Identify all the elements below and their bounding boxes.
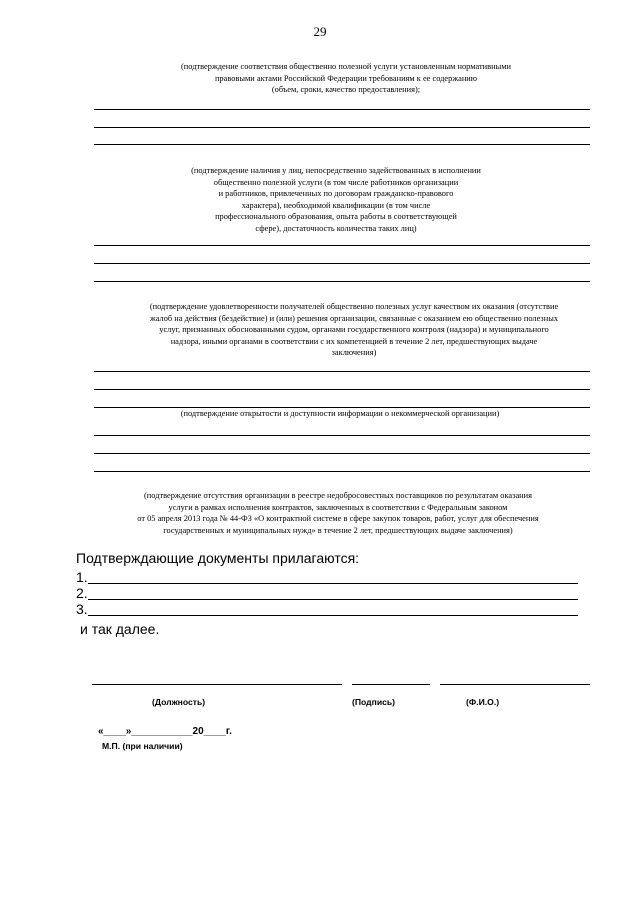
fill-line[interactable] bbox=[94, 471, 590, 472]
fill-line[interactable] bbox=[94, 263, 590, 264]
fill-line[interactable] bbox=[94, 109, 590, 110]
name-label: (Ф.И.О.) bbox=[466, 697, 500, 707]
fill-line[interactable] bbox=[94, 371, 590, 372]
stamp-note: М.П. (при наличии) bbox=[102, 741, 183, 751]
note-quality-content: (подтверждение соответствия общественно полезной услуги установленным нормативными правовыми актами Российской Федерации требованиям к ее содержанию (объем, сроки, качество предоставления); bbox=[181, 62, 511, 95]
attachment-item-number: 2. bbox=[76, 585, 88, 601]
signature-line[interactable] bbox=[352, 684, 430, 685]
position-line[interactable] bbox=[92, 684, 342, 685]
signature-label: (Подпись) bbox=[352, 697, 396, 707]
position-label: (Должность) bbox=[152, 697, 206, 707]
note-staff-qualification: (подтверждение наличия у лиц, непосредственно задействованных в исполнении общественно полезной услуги (в том числе работников организации и работников, привлеченных по договорам гражданско-правового характера), необходимой квалификации (в том числе профессионального образования, опыта работы в соответствующей сфере), достаточность количества таких лиц) bbox=[191, 166, 481, 233]
attachments-heading: Подтверждающие документы прилагаются: bbox=[76, 550, 360, 566]
fill-line[interactable] bbox=[94, 453, 590, 454]
attachment-fill-line[interactable] bbox=[88, 599, 578, 600]
attachments-etc: и так далее. bbox=[80, 621, 160, 637]
attachment-fill-line[interactable] bbox=[88, 583, 578, 584]
fill-line[interactable] bbox=[94, 389, 590, 390]
note-openness: (подтверждение открытости и доступности информации о некоммерческой организации) bbox=[180, 409, 500, 418]
fill-line[interactable] bbox=[94, 144, 590, 145]
fill-line[interactable] bbox=[94, 245, 590, 246]
note-unfair-suppliers-registry: (подтверждение отсутствия организации в реестре недобросовестных поставщиков по результатам оказания услуги в рамках исполнения контрактов, заключенных в соответствии с Федеральным законом от 05 апреля 2013 года № 44-ФЗ «О контрактной системе в сфере закупок товаров, работ, услуг для обеспечения государственных и муниципальных нужд» в течение 2 лет, предшествующих выдаче заключения) bbox=[137, 491, 539, 535]
attachment-item-number: 1. bbox=[76, 569, 88, 585]
name-line[interactable] bbox=[440, 684, 590, 685]
date-line: «____»___________20____г. bbox=[98, 726, 232, 737]
fill-line[interactable] bbox=[94, 435, 590, 436]
fill-line[interactable] bbox=[94, 127, 590, 128]
fill-line[interactable] bbox=[94, 281, 590, 282]
page-number: 29 bbox=[313, 24, 327, 39]
note-recipient-satisfaction: (подтверждение удовлетворенности получателей общественно полезных услуг качеством их оказания (отсутствие жалоб на действия (бездействие) и (или) решения организации, связанные с оказанием ею общественно полезных услуг, признанных обоснованными судом, органами государственного контроля (надзора) и муниципального надзора, иными органами в соответствии с их компетенцией в течение 2 лет, предшествующих выдаче заключения) bbox=[149, 302, 559, 358]
attachment-fill-line[interactable] bbox=[88, 615, 578, 616]
attachment-item-number: 3. bbox=[76, 601, 88, 617]
attachment-item bbox=[76, 601, 580, 619]
